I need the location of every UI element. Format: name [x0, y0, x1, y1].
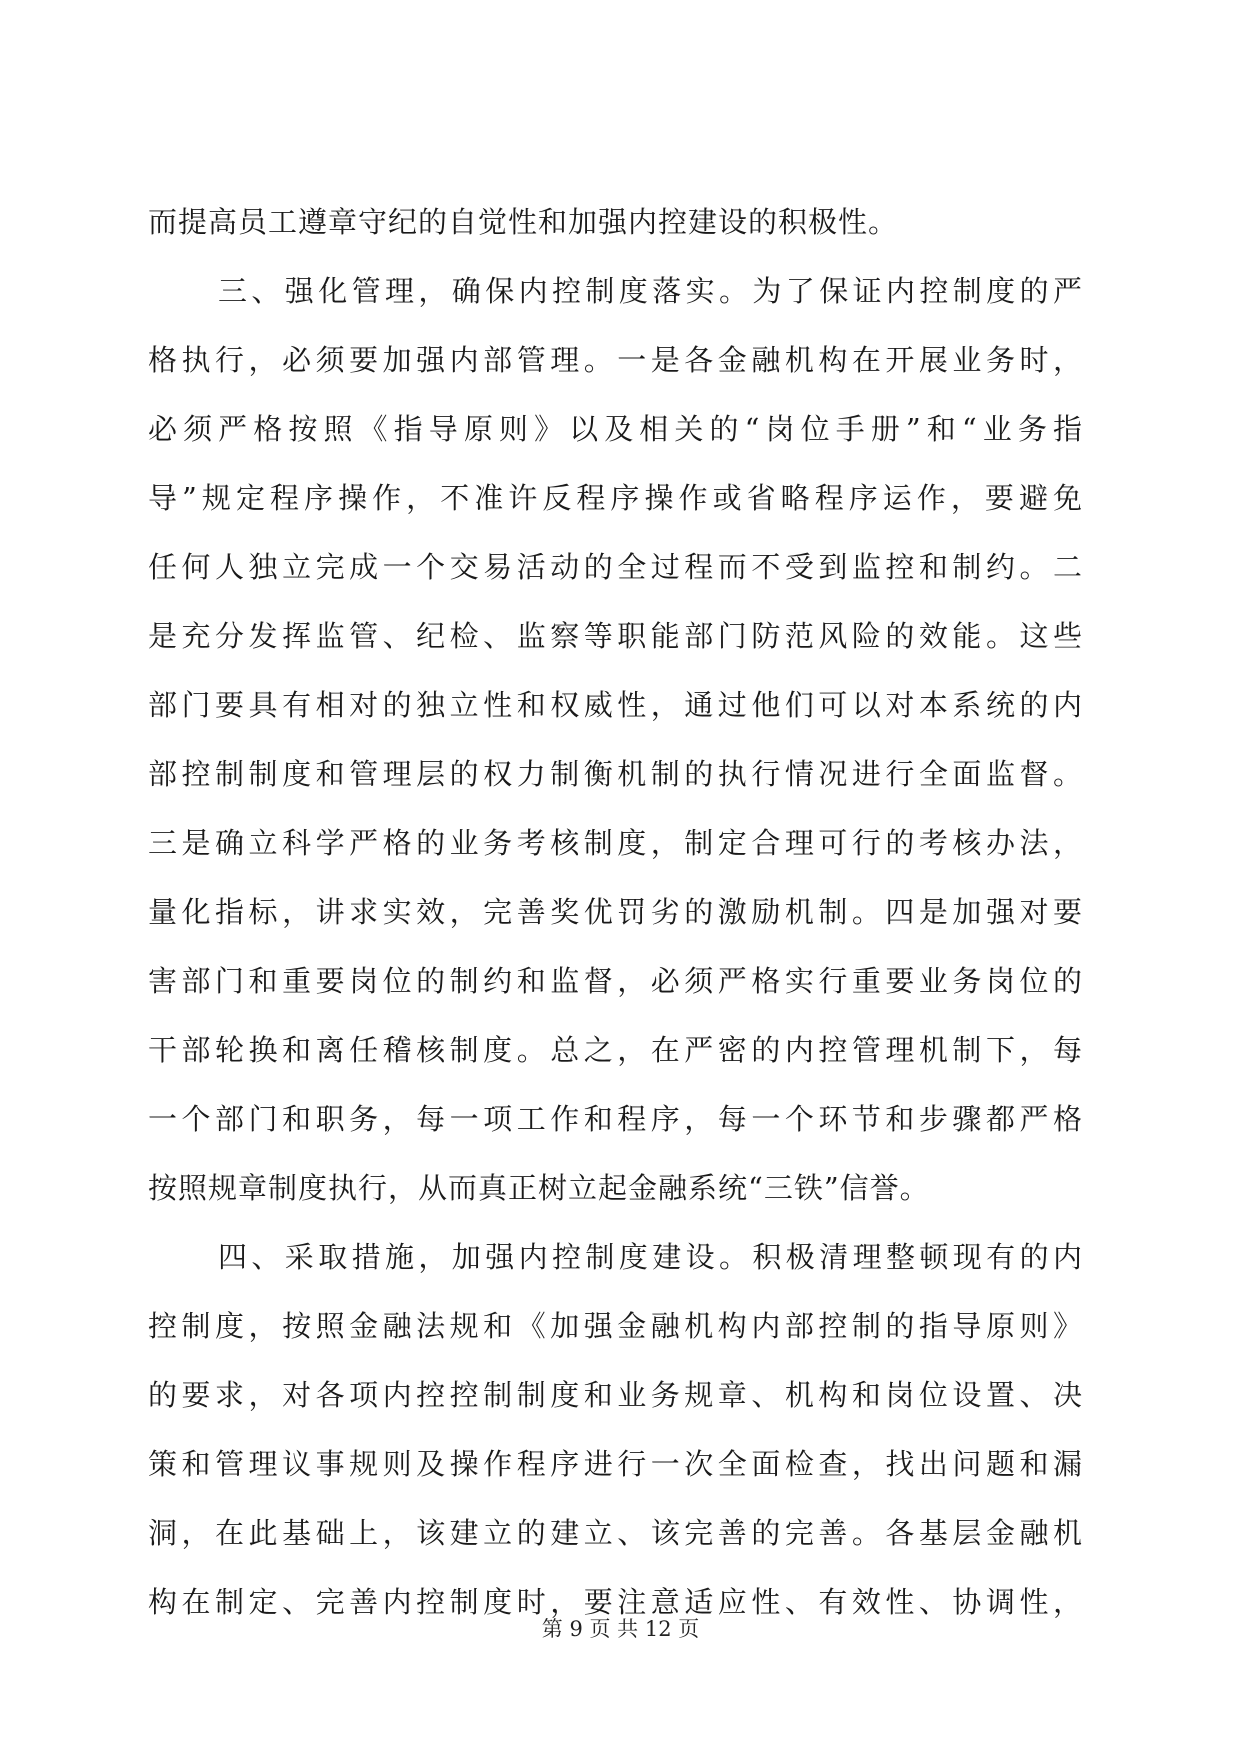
text-line: 任何人独立完成一个交易活动的全过程而不受到监控和制约。二 — [148, 550, 1083, 584]
text-line: 是充分发挥监管、纪检、监察等职能部门防范风险的效能。这些 — [148, 619, 1083, 653]
text-line: 策和管理议事规则及操作程序进行一次全面检查，找出问题和漏 — [148, 1447, 1083, 1481]
text-line: 导”规定程序操作，不准许反程序操作或省略程序运作，要避免 — [148, 481, 1083, 515]
text-line: 量化指标，讲求实效，完善奖优罚劣的激励机制。四是加强对要 — [148, 895, 1083, 929]
text-line: 必须严格按照《指导原则》以及相关的“岗位手册”和“业务指 — [148, 412, 1083, 446]
paragraph-heading-line: 四、采取措施，加强内控制度建设。积极清理整顿现有的内 — [218, 1240, 1083, 1274]
text-line: 部门要具有相对的独立性和权威性，通过他们可以对本系统的内 — [148, 688, 1083, 722]
text-line: 三是确立科学严格的业务考核制度，制定合理可行的考核办法， — [148, 826, 1083, 860]
text-line: 按照规章制度执行，从而真正树立起金融系统“三铁”信誉。 — [148, 1171, 930, 1205]
text-line: 而提高员工遵章守纪的自觉性和加强内控建设的积极性。 — [148, 205, 899, 239]
text-line: 控制度，按照金融法规和《加强金融机构内部控制的指导原则》 — [148, 1309, 1083, 1343]
text-line: 一个部门和职务，每一项工作和程序，每一个环节和步骤都严格 — [148, 1102, 1083, 1136]
paragraph-heading-line: 三、强化管理，确保内控制度落实。为了保证内控制度的严 — [218, 274, 1083, 308]
text-line: 洞，在此基础上，该建立的建立、该完善的完善。各基层金融机 — [148, 1516, 1083, 1550]
text-line: 部控制制度和管理层的权力制衡机制的执行情况进行全面监督。 — [148, 757, 1083, 791]
page-footer: 第 9 页 共 12 页 — [541, 1617, 700, 1641]
text-line: 格执行，必须要加强内部管理。一是各金融机构在开展业务时， — [148, 343, 1083, 377]
text-line: 的要求，对各项内控控制制度和业务规章、机构和岗位设置、决 — [148, 1378, 1083, 1412]
text-line: 害部门和重要岗位的制约和监督，必须严格实行重要业务岗位的 — [148, 964, 1083, 998]
text-line: 干部轮换和离任稽核制度。总之，在严密的内控管理机制下，每 — [148, 1033, 1083, 1067]
text-line: 构在制定、完善内控制度时，要注意适应性、有效性、协调性， — [148, 1585, 1083, 1619]
